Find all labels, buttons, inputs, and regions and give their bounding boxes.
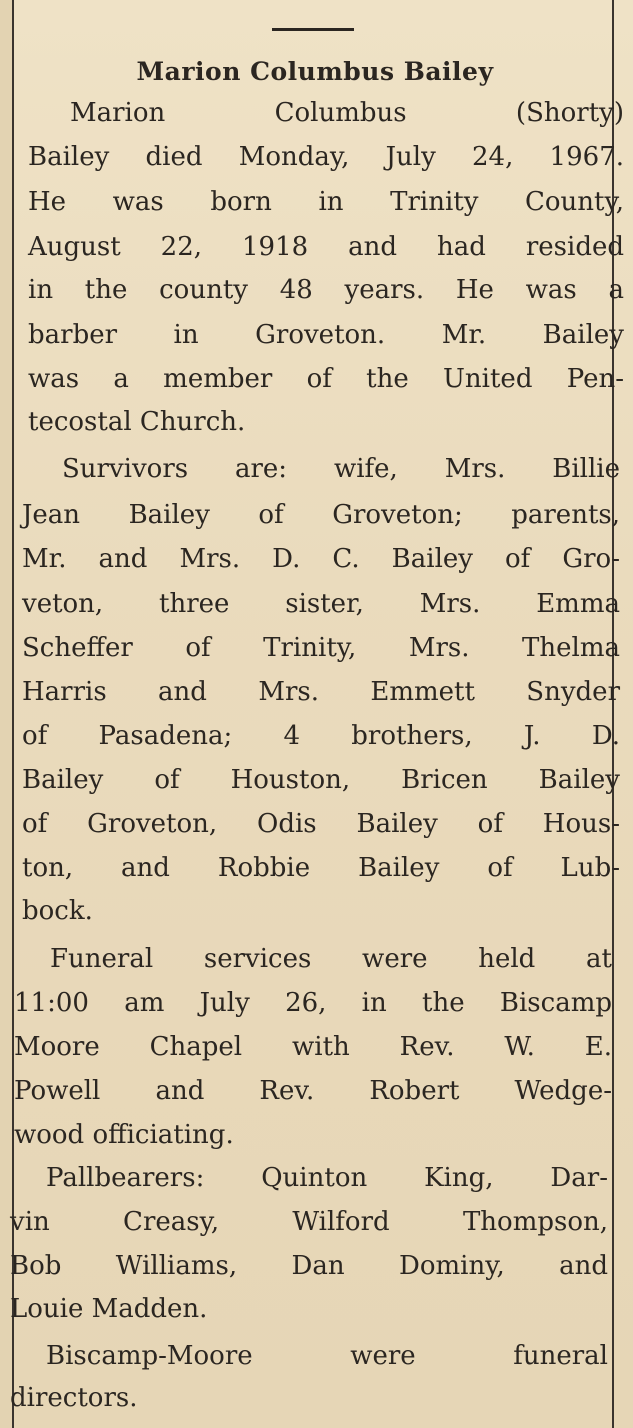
top-rule bbox=[272, 28, 354, 31]
text-line: Survivors are: wife, Mrs. Billie bbox=[62, 454, 620, 484]
text-line: Harris and Mrs. Emmett Snyder bbox=[22, 677, 620, 707]
text-line: Pallbearers: Quinton King, Dar- bbox=[46, 1163, 608, 1193]
text-line: vin Creasy, Wilford Thompson, bbox=[10, 1207, 608, 1237]
obituary-headline: Marion Columbus Bailey bbox=[136, 57, 494, 86]
text-line: ton, and Robbie Bailey of Lub- bbox=[22, 853, 620, 883]
text-line: He was born in Trinity County, bbox=[28, 187, 624, 217]
text-line: Bailey of Houston, Bricen Bailey bbox=[22, 765, 620, 795]
text-line: August 22, 1918 and had resided bbox=[28, 232, 624, 262]
text-line: Funeral services were held at bbox=[50, 944, 612, 974]
text-line: Biscamp-Moore were funeral bbox=[46, 1341, 608, 1371]
text-line: was a member of the United Pen- bbox=[28, 364, 624, 394]
text-line: of Groveton, Odis Bailey of Hous- bbox=[22, 809, 620, 839]
text-line: Bailey died Monday, July 24, 1967. bbox=[28, 142, 624, 172]
text-line: Moore Chapel with Rev. W. E. bbox=[14, 1032, 612, 1062]
text-line: wood officiating. bbox=[14, 1120, 234, 1150]
text-line: Louie Madden. bbox=[10, 1294, 208, 1324]
text-line: Powell and Rev. Robert Wedge- bbox=[14, 1076, 612, 1106]
text-line: veton, three sister, Mrs. Emma bbox=[22, 589, 620, 619]
text-line: Scheffer of Trinity, Mrs. Thelma bbox=[22, 633, 620, 663]
text-line: Jean Bailey of Groveton; parents, bbox=[22, 500, 620, 530]
text-line: Marion Columbus (Shorty) bbox=[70, 98, 624, 128]
text-line: 11:00 am July 26, in the Biscamp bbox=[14, 988, 612, 1018]
text-line: Mr. and Mrs. D. C. Bailey of Gro- bbox=[22, 544, 620, 574]
text-line: of Pasadena; 4 brothers, J. D. bbox=[22, 721, 620, 751]
text-line: in the county 48 years. He was a bbox=[28, 275, 624, 305]
text-line: directors. bbox=[10, 1383, 138, 1413]
text-line: tecostal Church. bbox=[28, 407, 246, 437]
text-line: Bob Williams, Dan Dominy, and bbox=[10, 1251, 608, 1281]
text-line: bock. bbox=[22, 896, 93, 926]
text-line: barber in Groveton. Mr. Bailey bbox=[28, 320, 624, 350]
